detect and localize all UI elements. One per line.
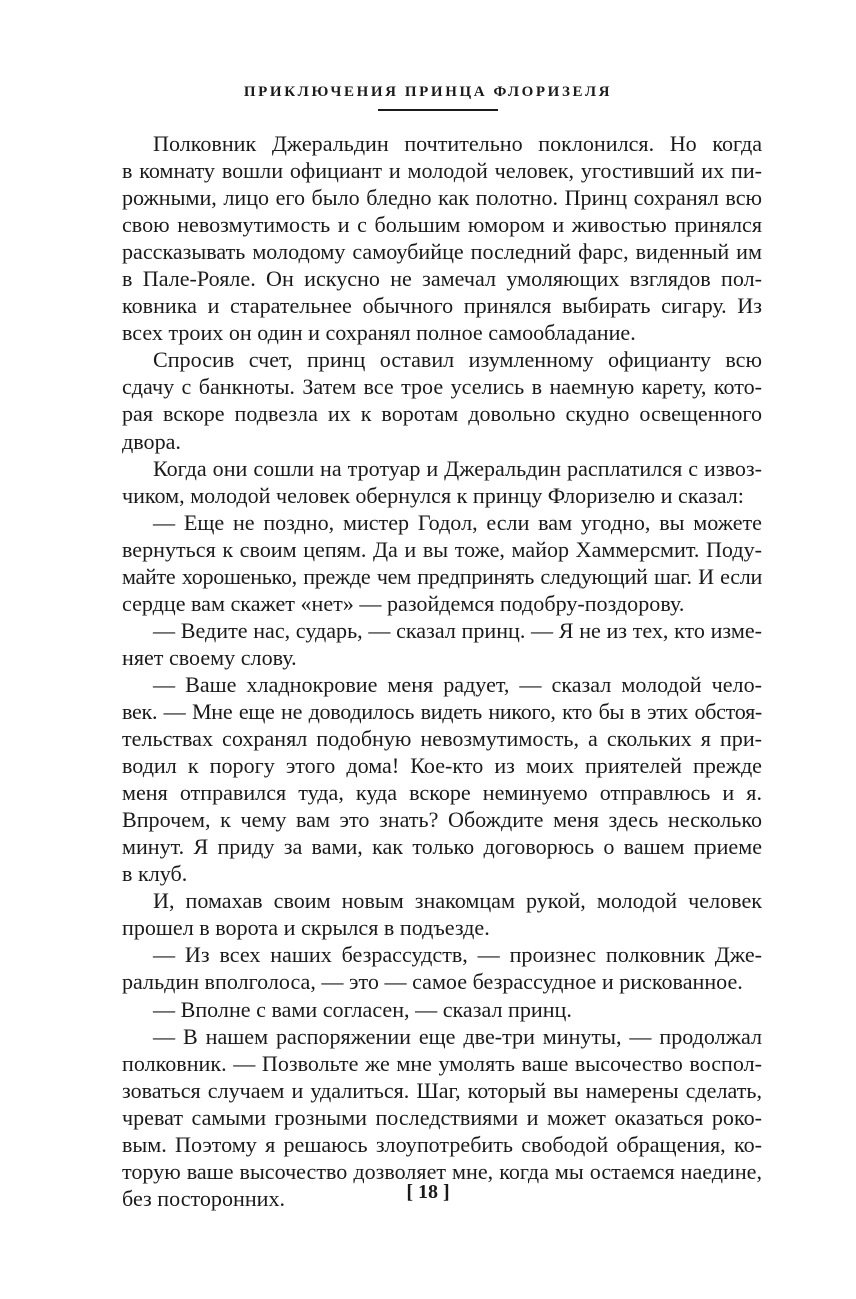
text-line: зоваться случаем и удалиться. Шаг, который вы намерены сделать, bbox=[122, 1077, 762, 1103]
text-line: сдачу с банкноты. Затем все трое уселись в наемную карету, кото- bbox=[122, 374, 762, 400]
page-number: [ 18 ] bbox=[406, 1181, 450, 1203]
text-line: майте хорошенько, прежде чем предпринять следующий шаг. И если bbox=[122, 563, 762, 589]
text-line: рая вскоре подвезла их к воротам довольно скудно освещенного bbox=[122, 401, 762, 427]
text-line: — Еще не поздно, мистер Годол, если вам угодно, вы можете bbox=[153, 509, 762, 535]
text-line: тельствах сохранял подобную невозмутимость, а скольких я при- bbox=[122, 726, 762, 752]
text-line: водил к порогу этого дома! Кое-кто из моих приятелей прежде bbox=[122, 753, 762, 779]
text-line: в комнату вошли официант и молодой человек, угостивший их пи- bbox=[122, 158, 762, 184]
text-line: рассказывать молодому самоубийце последний фарс, виденный им bbox=[122, 239, 762, 265]
text-line: без посторонних. bbox=[122, 1185, 286, 1211]
text-line: сердце вам скажет «нет» — разойдемся подобру-поздорову. bbox=[122, 590, 685, 616]
text-line: — В нашем распоряжении еще две-три минуты, — продолжал bbox=[153, 1023, 762, 1049]
text-line: прошел в ворота и скрылся в подъезде. bbox=[122, 915, 490, 941]
text-line: вым. Поэтому я решаюсь злоупотребить свободой обращения, ко- bbox=[122, 1131, 762, 1157]
text-line: Спросив счет, принц оставил изумленному официанту всю bbox=[153, 347, 762, 373]
text-line: свою невозмутимость и с большим юмором и живостью принялся bbox=[122, 212, 762, 238]
text-line: в клуб. bbox=[122, 861, 188, 887]
text-line: чиком, молодой человек обернулся к принцу Флоризелю и сказал: bbox=[122, 482, 744, 508]
text-line: Полковник Джеральдин почтительно поклонился. Но когда bbox=[153, 131, 762, 156]
running-head: ПРИКЛЮЧЕНИЯ ПРИНЦА ФЛОРИЗЕЛЯ bbox=[243, 84, 613, 100]
running-head-rule bbox=[378, 109, 498, 111]
text-line: Впрочем, к чему вам это знать? Обождите меня здесь несколько bbox=[122, 807, 762, 833]
text-line: Когда они сошли на тротуар и Джеральдин расплатился с извоз- bbox=[153, 455, 762, 481]
text-line: торую ваше высочество дозволяет мне, когда мы остаемся наедине, bbox=[122, 1158, 762, 1184]
text-line: минут. Я приду за вами, как только договорюсь о вашем приеме bbox=[122, 834, 762, 860]
text-line: рожными, лицо его было бледно как полотно. Принц сохранял всю bbox=[122, 185, 762, 211]
text-line: всех троих он один и сохранял полное самообладание. bbox=[122, 320, 636, 346]
text-line: в Пале-Рояле. Он искусно не замечал умоляющих взглядов пол- bbox=[122, 266, 762, 292]
text-line: полковник. — Позвольте же мне умолять ваше высочество воспол- bbox=[122, 1050, 762, 1076]
text-line: — Ведите нас, сударь, — сказал принц. — Я не из тех, кто изме- bbox=[153, 617, 762, 643]
text-line: век. — Мне еще не доводилось видеть никого, кто бы в этих обстоя- bbox=[122, 698, 762, 724]
text-line: няет своему слову. bbox=[122, 644, 297, 670]
text-line: ковника и старательнее обычного принялся выбирать сигару. Из bbox=[122, 293, 762, 319]
text-line: ральдин вполголоса, — это — самое безрассудное и рискованное. bbox=[122, 969, 743, 995]
text-line: двора. bbox=[122, 428, 181, 454]
text-line: — Из всех наших безрассудств, — произнес полковник Дже- bbox=[153, 942, 762, 968]
text-body bbox=[122, 130, 762, 1212]
text-line: чреват самыми грозными последствиями и может оказаться роко- bbox=[122, 1104, 762, 1130]
text-line: И, помахав своим новым знакомцам рукой, молодой человек bbox=[153, 888, 762, 914]
text-line: — Вполне с вами согласен, — сказал принц. bbox=[153, 996, 572, 1022]
text-line: вернуться к своим цепям. Да и вы тоже, майор Хаммерсмит. Поду- bbox=[122, 536, 762, 562]
text-line: меня отправился туда, куда вскоре неминуемо отправлюсь и я. bbox=[122, 780, 762, 806]
text-line: — Ваше хладнокровие меня радует, — сказал молодой чело- bbox=[153, 671, 762, 697]
